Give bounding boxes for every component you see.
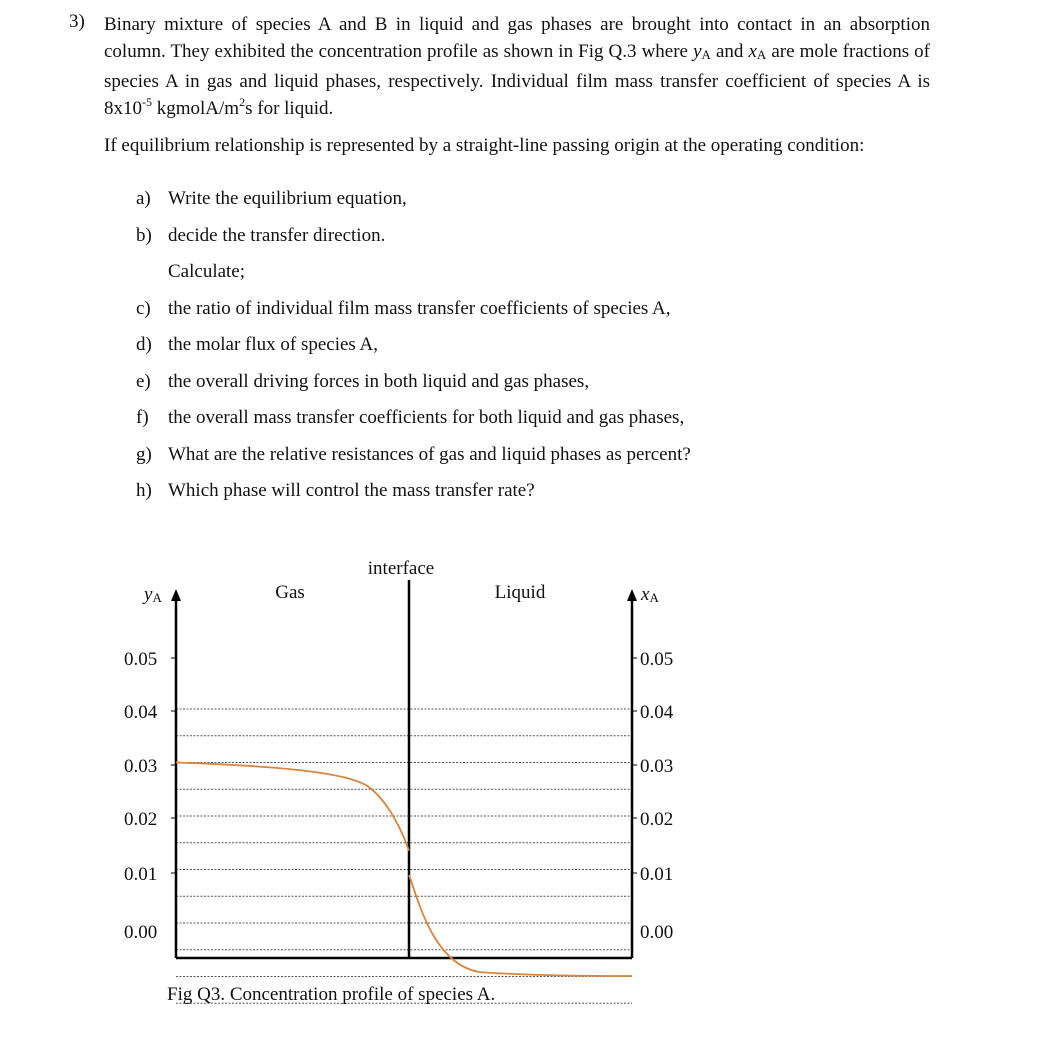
list-item: g) What are the relative resistances of gas and liquid phases as percent?: [136, 444, 691, 465]
list-item: e) the overall driving forces in both liquid and gas phases,: [136, 371, 590, 392]
figure-caption: Fig Q3. Concentration profile of species A.: [167, 984, 496, 1005]
right-tick-label: 0.04: [640, 702, 674, 723]
list-item: d) the molar flux of species A,: [136, 334, 379, 355]
left-tick-label: 0.02: [124, 809, 158, 830]
question-condition: If equilibrium relationship is represented by a straight-line passing origin at the operating condition:: [104, 135, 865, 156]
tick-labels: [124, 649, 674, 943]
right-tick-label: 0.00: [640, 922, 674, 943]
calculate-heading: Calculate;: [168, 261, 246, 282]
list-item: h) Which phase will control the mass transfer rate?: [136, 480, 535, 501]
question-intro: Binary mixture of species A and B in liquid and gas phases are brought into contact in an absorption column. They exhibited the concentration profile as shown in Fig Q.3 where $y_A$ and $x_A$ are mole fractions of species A in gas and liquid phases, respectively. Individual film mass transfer coefficient of species A is $8x10^{-5}$ kgmolA/$m^2s$ for liquid.: [104, 14, 931, 119]
right-tick-label: 0.01: [640, 864, 674, 885]
list-item: a) Write the equilibrium equation,: [136, 188, 407, 209]
gas-label: Gas: [275, 582, 305, 603]
question-number: 3): [69, 11, 85, 32]
liquid-concentration-curve: [409, 875, 632, 976]
axes: [171, 580, 637, 958]
left-axis-arrow: [171, 589, 181, 601]
left-tick-label: 0.04: [124, 702, 158, 723]
interface-label: interface: [367, 558, 435, 579]
right-tick-label: 0.03: [640, 756, 674, 777]
right-axis-label: xA: [641, 584, 659, 605]
gas-concentration-curve: [176, 763, 409, 851]
left-tick-label: 0.03: [124, 756, 158, 777]
right-axis-arrow: [627, 589, 637, 601]
right-tick-label: 0.02: [640, 809, 674, 830]
right-tick-label: 0.05: [640, 649, 674, 670]
left-tick-label: 0.01: [124, 864, 158, 885]
list-item: f) the overall mass transfer coefficients for both liquid and gas phases,: [136, 407, 685, 428]
left-tick-label: 0.00: [124, 922, 158, 943]
list-item: c) the ratio of individual film mass transfer coefficients of species A,: [136, 298, 671, 319]
left-tick-label: 0.05: [124, 649, 158, 670]
left-axis-label: yA: [144, 584, 162, 605]
list-item: b) decide the transfer direction.: [136, 225, 386, 246]
liquid-label: Liquid: [494, 582, 546, 603]
